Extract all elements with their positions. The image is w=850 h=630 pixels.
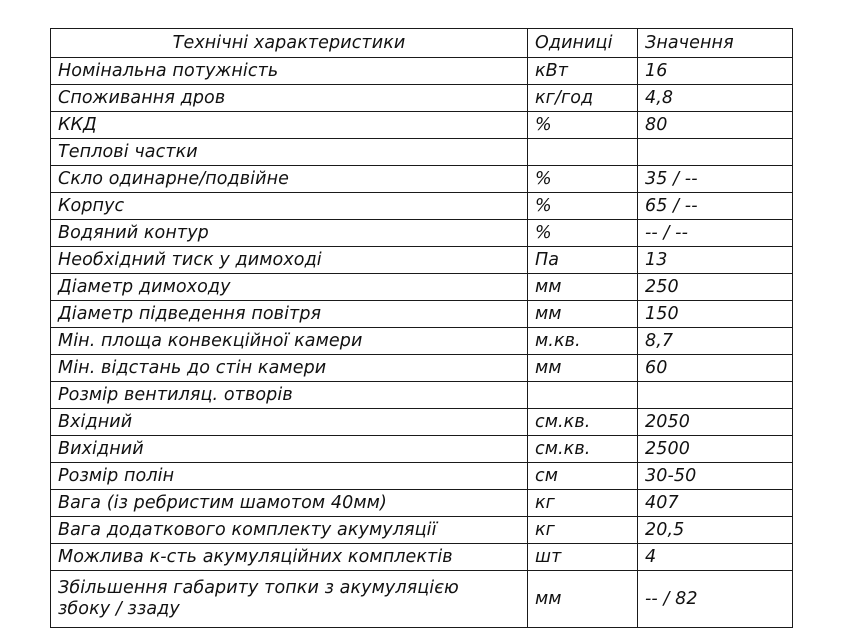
spec-name: Вихідний — [51, 436, 528, 463]
spec-name: Вхідний — [51, 409, 528, 436]
spec-value: 4,8 — [638, 85, 793, 112]
spec-value: 35 / -- — [638, 166, 793, 193]
spec-unit: кг — [528, 517, 638, 544]
spec-name: Скло одинарне/подвійне — [51, 166, 528, 193]
spec-value: 250 — [638, 274, 793, 301]
table-row — [51, 463, 793, 490]
table-row — [51, 247, 793, 274]
spec-name: Корпус — [51, 193, 528, 220]
spec-name: Водяний контур — [51, 220, 528, 247]
table-row — [51, 382, 793, 409]
spec-unit: мм — [528, 301, 638, 328]
spec-name: Можлива к-сть акумуляційних комплектів — [51, 544, 528, 571]
spec-unit — [528, 139, 638, 166]
table-row — [51, 517, 793, 544]
spec-value — [638, 382, 793, 409]
spec-value: 80 — [638, 112, 793, 139]
spec-name-line-2: збоку / ззаду — [58, 599, 180, 619]
table-row — [51, 328, 793, 355]
spec-value: 20,5 — [638, 517, 793, 544]
table-row — [51, 409, 793, 436]
table-row — [51, 112, 793, 139]
spec-name: Теплові частки — [51, 139, 528, 166]
spec-unit — [528, 382, 638, 409]
spec-value: 65 / -- — [638, 193, 793, 220]
spec-unit: кг/год — [528, 85, 638, 112]
spec-unit: Па — [528, 247, 638, 274]
table-header-row — [51, 29, 793, 58]
spec-unit: шт — [528, 544, 638, 571]
spec-unit: % — [528, 112, 638, 139]
spec-name: Діаметр димоходу — [51, 274, 528, 301]
table-row — [51, 193, 793, 220]
spec-unit: см.кв. — [528, 409, 638, 436]
spec-unit: мм — [528, 274, 638, 301]
spec-unit: % — [528, 193, 638, 220]
spec-unit: % — [528, 166, 638, 193]
spec-value: 2500 — [638, 436, 793, 463]
table-row — [51, 355, 793, 382]
spec-unit: мм — [528, 355, 638, 382]
spec-value: 407 — [638, 490, 793, 517]
spec-value: 60 — [638, 355, 793, 382]
spec-unit: % — [528, 220, 638, 247]
table-row — [51, 490, 793, 517]
spec-value — [638, 139, 793, 166]
spec-value: 4 — [638, 544, 793, 571]
table-row — [51, 85, 793, 112]
spec-unit: см.кв. — [528, 436, 638, 463]
spec-name: Необхідний тиск у димоході — [51, 247, 528, 274]
spec-value: -- / -- — [638, 220, 793, 247]
spec-value: 150 — [638, 301, 793, 328]
column-header-unit: Одиниці — [528, 29, 638, 58]
spec-unit: см — [528, 463, 638, 490]
spec-name: Розмір вентиляц. отворів — [51, 382, 528, 409]
table-row — [51, 436, 793, 463]
spec-name: Споживання дров — [51, 85, 528, 112]
spec-value: -- / 82 — [638, 571, 793, 628]
spec-unit: кг — [528, 490, 638, 517]
table-row — [51, 139, 793, 166]
table-row — [51, 220, 793, 247]
table-row — [51, 166, 793, 193]
spec-value: 8,7 — [638, 328, 793, 355]
table-body — [51, 29, 793, 628]
spec-unit: м.кв. — [528, 328, 638, 355]
table-row — [51, 301, 793, 328]
spec-value: 2050 — [638, 409, 793, 436]
spec-name: Мін. площа конвекційної камери — [51, 328, 528, 355]
column-header-name: Технічні характеристики — [51, 29, 528, 58]
spec-name: ККД — [51, 112, 528, 139]
spec-name: Розмір полін — [51, 463, 528, 490]
table-row — [51, 544, 793, 571]
spec-value: 16 — [638, 58, 793, 85]
spec-name: Номінальна потужність — [51, 58, 528, 85]
table-row — [51, 58, 793, 85]
spec-name: Мін. відстань до стін камери — [51, 355, 528, 382]
table-row — [51, 571, 793, 628]
spec-name: Діаметр підведення повітря — [51, 301, 528, 328]
spec-name-line-1: Збільшення габариту топки з акумуляцією — [58, 578, 459, 598]
spec-name: Вага додаткового комплекту акумуляції — [51, 517, 528, 544]
spec-value: 30-50 — [638, 463, 793, 490]
spec-value: 13 — [638, 247, 793, 274]
column-header-value: Значення — [638, 29, 793, 58]
technical-specifications-table — [50, 28, 793, 628]
spec-name: Вага (із ребристим шамотом 40мм) — [51, 490, 528, 517]
spec-unit: кВт — [528, 58, 638, 85]
spec-name — [51, 571, 528, 628]
spec-unit: мм — [528, 571, 638, 628]
table-row — [51, 274, 793, 301]
